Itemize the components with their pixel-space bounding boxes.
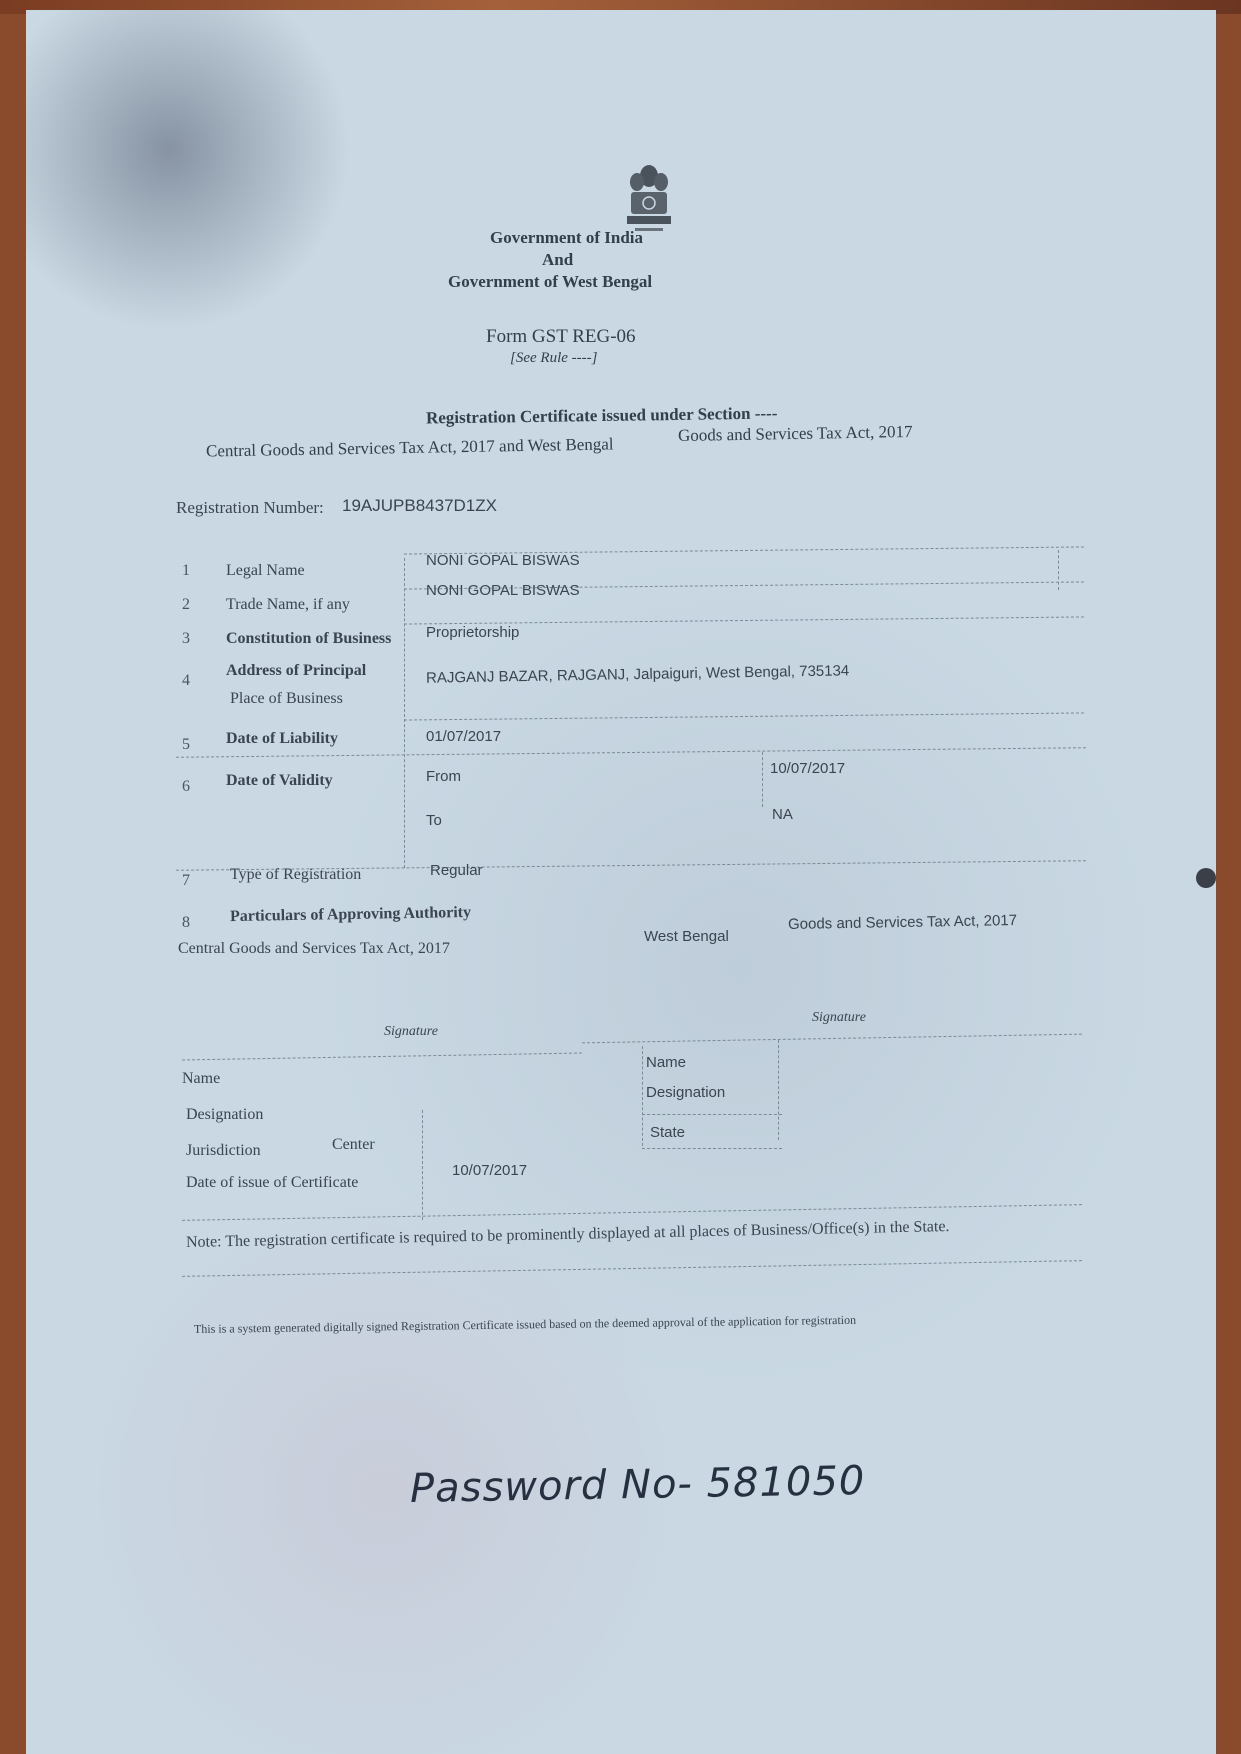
jurisdiction-label: Jurisdiction	[186, 1142, 261, 1159]
table-rule	[404, 712, 1084, 720]
address-value: RAJGANJ BAZAR, RAJGANJ, Jalpaiguri, West Bengal, 735134	[425, 662, 850, 687]
signature-line	[582, 1034, 1082, 1044]
liability-label: Date of Liability	[226, 730, 338, 747]
row-number: 5	[182, 736, 190, 753]
designation-right-label: Designation	[646, 1084, 726, 1101]
name-right-label: Name	[646, 1054, 687, 1071]
legal-name-value: NONI GOPAL BISWAS	[426, 552, 580, 569]
note-border-bottom	[182, 1260, 1082, 1277]
row-number: 2	[182, 596, 190, 613]
row-number: 7	[182, 872, 190, 889]
signature-right-label: Signature	[812, 1010, 866, 1025]
address-label: Address of Principal	[226, 662, 367, 679]
name-left-label: Name	[182, 1070, 221, 1087]
table-column-line	[762, 752, 763, 807]
form-title: Form GST REG-06	[486, 326, 636, 347]
constitution-value: Proprietorship	[426, 624, 520, 641]
signature-line	[182, 1053, 582, 1061]
validity-label: Date of Validity	[226, 772, 333, 789]
validity-to-value: NA	[772, 806, 793, 823]
registration-type-label: Type of Registration	[230, 866, 362, 883]
central-act-label: Central Goods and Services Tax Act, 2017	[178, 940, 450, 957]
issue-column-line	[422, 1110, 423, 1220]
address-label-line2: Place of Business	[230, 690, 343, 707]
display-note: Note: The registration certificate is required to be prominently displayed at all places of Business/Office(s) in the State.	[185, 1218, 950, 1251]
validity-from-value: 10/07/2017	[770, 760, 846, 777]
rule-reference: [See Rule ----]	[510, 350, 598, 366]
authority-rule	[642, 1114, 782, 1115]
trade-name-label: Trade Name, if any	[226, 596, 350, 613]
signature-left-label: Signature	[384, 1024, 438, 1039]
liability-value: 01/07/2017	[426, 728, 502, 745]
validity-from-label: From	[426, 768, 461, 785]
row-number: 3	[182, 630, 190, 647]
validity-to-label: To	[426, 812, 442, 829]
state-right-label: State	[650, 1124, 686, 1141]
national-emblem-icon	[621, 160, 677, 235]
constitution-label: Constitution of Business	[226, 630, 392, 647]
act-right: Goods and Services Tax Act, 2017	[677, 421, 913, 446]
authority-rule	[642, 1148, 782, 1149]
stain-mark	[1196, 868, 1216, 888]
govt-india-heading: Government of India	[490, 228, 643, 247]
authority-column-line	[778, 1040, 779, 1140]
table-column-line	[1058, 550, 1059, 590]
authority-column-line	[642, 1046, 643, 1146]
trade-name-value: NONI GOPAL BISWAS	[426, 582, 580, 599]
table-rule	[176, 747, 1086, 758]
and-heading: And	[542, 250, 574, 269]
issue-date-label: Date of issue of Certificate	[186, 1174, 359, 1191]
registration-type-value: Regular	[430, 862, 483, 879]
registration-number-value: 19AJUPB8437D1ZX	[342, 496, 497, 515]
system-generated-note: This is a system generated digitally signed Registration Certificate issued based on the deemed approval of the application for registration	[193, 1312, 857, 1336]
issue-date-value: 10/07/2017	[452, 1162, 528, 1179]
registration-number-label: Registration Number:	[176, 498, 324, 517]
certificate-title: Registration Certificate issued under Section ----	[425, 403, 778, 428]
legal-name-label: Legal Name	[226, 562, 305, 579]
center-label: Center	[332, 1136, 375, 1153]
act-left: Central Goods and Services Tax Act, 2017 and West Bengal	[205, 434, 614, 461]
row-number: 4	[182, 672, 190, 689]
approving-authority-label: Particulars of Approving Authority	[229, 903, 472, 926]
row-number: 1	[182, 562, 190, 579]
state-act-label: Goods and Services Tax Act, 2017	[787, 912, 1018, 933]
designation-left-label: Designation	[186, 1106, 264, 1123]
state-name: West Bengal	[644, 928, 729, 945]
row-number: 8	[182, 914, 190, 931]
govt-state-heading: Government of West Bengal	[448, 272, 653, 291]
table-column-line	[404, 558, 405, 868]
handwritten-password-note: Password No- 581050	[409, 1458, 866, 1512]
row-number: 6	[182, 778, 190, 795]
